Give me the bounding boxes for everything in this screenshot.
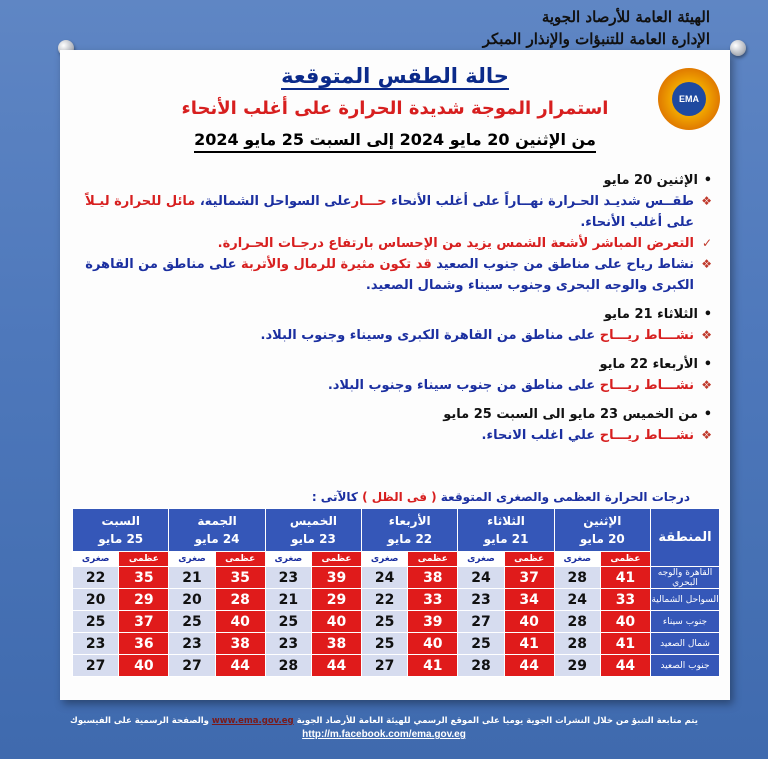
min-temp-cell: 25 [169,611,215,633]
min-temp-cell: 25 [73,611,119,633]
diamond-bullet-icon: ❖ [701,257,712,271]
min-temp-cell: 25 [362,633,408,655]
max-label: عظمى [311,552,361,567]
min-temp-cell: 27 [458,611,504,633]
website-link[interactable]: www.ema.gov.eg [211,716,294,726]
min-temp-cell: 22 [73,567,119,589]
max-temp-cell: 41 [600,567,650,589]
footer-note: يتم متابعة التنبؤ من خلال النشرات الجوية يوميا على الموقع الرسمي للهيئة العامة للأرصاد الجوية www.ema.gov.eg والصفحة الرسمية على الفيسبوك [70,716,698,726]
day-column-header [73,509,169,552]
table-row [73,589,720,611]
max-temp-cell: 44 [311,655,361,677]
max-temp-cell: 40 [311,611,361,633]
table-row [73,567,720,589]
day-column-header [265,509,361,552]
org-name: الهيئة العامة للأرصاد الجوية [541,8,710,26]
forecast-item: ❖ نشـــاط ريـــاح على مناطق من جنوب سيناء وجنوب البلاد. [80,375,712,396]
min-temp-cell: 24 [458,567,504,589]
day-name: الجمعة [197,514,237,528]
max-temp-cell: 41 [408,655,458,677]
max-temp-cell: 39 [311,567,361,589]
max-temp-cell: 35 [215,567,265,589]
day-heading: • الثلاثاء 21 مايو [80,304,712,325]
max-temp-cell: 40 [408,633,458,655]
min-label: صغرى [458,552,504,567]
max-temp-cell: 41 [504,633,554,655]
forecast-item: ❖ طقــس شديـد الحـرارة نهــاراً على أغلب الأنحاء حـــارعلى السواحل الشمالية، مائل للحرارة ليـلاً على أغلب الأنحاء. [80,191,712,233]
diamond-bullet-icon: ❖ [701,194,712,208]
table-caption: درجات الحرارة العظمى والصغرى المتوقعة ( فى الظل ) كالآتى : [311,490,690,504]
diamond-bullet-icon: ❖ [701,328,712,342]
max-temp-cell: 28 [215,589,265,611]
max-temp-cell: 40 [119,655,169,677]
min-label: صغرى [265,552,311,567]
min-label: صغرى [169,552,215,567]
min-temp-cell: 28 [554,567,600,589]
max-temp-cell: 37 [119,611,169,633]
min-temp-cell: 27 [73,655,119,677]
min-temp-cell: 23 [73,633,119,655]
max-label: عظمى [600,552,650,567]
max-temp-cell: 39 [408,611,458,633]
max-temp-cell: 40 [215,611,265,633]
max-temp-cell: 33 [408,589,458,611]
max-temp-cell: 29 [311,589,361,611]
day-name: السبت [101,514,140,528]
ema-logo-text: EMA [672,82,706,116]
day-column-header [458,509,554,552]
day-date: 20 مايو [579,532,625,546]
min-temp-cell: 24 [554,589,600,611]
day-column-header [169,509,265,552]
temperature-table [72,508,720,677]
min-temp-cell: 23 [265,567,311,589]
forecast-item: ❖ نشـــاط ريـــاح علي اغلب الانحاء. [80,425,712,446]
facebook-link[interactable]: http://m.facebook.com/ema.gov.eg [302,729,466,740]
min-temp-cell: 27 [169,655,215,677]
day-heading: • الأربعاء 22 مايو [80,354,712,375]
min-temp-cell: 28 [554,611,600,633]
check-bullet-icon: ✓ [701,236,712,250]
day-name: الأربعاء [388,514,431,528]
min-temp-cell: 20 [169,589,215,611]
bulletin-subtitle: استمرار الموجة شديدة الحرارة على أغلب الأنحاء [181,98,609,119]
min-temp-cell: 23 [169,633,215,655]
max-temp-cell: 44 [600,655,650,677]
day-date: 24 مايو [194,532,240,546]
region-header: المنطقة [651,509,720,567]
min-temp-cell: 25 [362,611,408,633]
min-temp-cell: 24 [362,567,408,589]
max-temp-cell: 38 [311,633,361,655]
pushpin-icon [730,40,746,56]
max-temp-cell: 40 [600,611,650,633]
day-name: الخميس [289,514,337,528]
table-row [73,655,720,677]
bulletin-title: حالة الطقس المتوقعة [281,64,509,88]
day-date: 21 مايو [483,532,529,546]
max-temp-cell: 29 [119,589,169,611]
max-temp-cell: 44 [215,655,265,677]
min-temp-cell: 27 [362,655,408,677]
max-temp-cell: 36 [119,633,169,655]
min-temp-cell: 25 [265,611,311,633]
max-temp-cell: 38 [215,633,265,655]
day-date: 23 مايو [290,532,336,546]
max-temp-cell: 37 [504,567,554,589]
region-cell: شمال الصعيد [651,633,720,655]
forecast-item: ✓ التعرض المباشر لأشعة الشمس يزيد من الإحساس بارتفاع درجـات الحـرارة. [80,233,712,254]
table-row [73,611,720,633]
max-temp-cell: 34 [504,589,554,611]
forecast-item: ❖ نشـــاط ريـــاح على مناطق من القاهرة الكبرى وسيناء وجنوب البلاد. [80,325,712,346]
min-temp-cell: 23 [458,589,504,611]
min-temp-cell: 23 [265,633,311,655]
min-temp-cell: 21 [169,567,215,589]
min-temp-cell: 25 [458,633,504,655]
day-heading: • من الخميس 23 مايو الى السبت 25 مايو [80,404,712,425]
min-label: صغرى [554,552,600,567]
date-range: من الإثنين 20 مايو 2024 إلى السبت 25 مايو 2024 [60,130,730,149]
min-temp-cell: 28 [554,633,600,655]
max-temp-cell: 44 [504,655,554,677]
min-temp-cell: 21 [265,589,311,611]
day-column-header [554,509,650,552]
diamond-bullet-icon: ❖ [701,428,712,442]
min-temp-cell: 28 [458,655,504,677]
min-temp-cell: 22 [362,589,408,611]
max-label: عظمى [119,552,169,567]
day-name: الثلاثاء [487,514,525,528]
max-label: عظمى [504,552,554,567]
min-label: صغرى [362,552,408,567]
day-heading: • الإثنين 20 مايو [80,170,712,191]
forecast-item: ❖ نشاط رياح على مناطق من جنوب الصعيد قد تكون مثيرة للرمال والأتربة على مناطق من القاهرة الكبرى والوجه البحرى وجنوب سيناء وشمال الصعيد. [80,254,712,296]
min-temp-cell: 20 [73,589,119,611]
day-column-header [362,509,458,552]
min-temp-cell: 28 [265,655,311,677]
max-temp-cell: 38 [408,567,458,589]
diamond-bullet-icon: ❖ [701,378,712,392]
day-name: الإثنين [583,514,622,528]
max-temp-cell: 40 [504,611,554,633]
forecast-text [80,170,712,446]
bulletin-sheet [60,50,730,700]
region-cell: القاهرة والوجه البحري [651,567,720,589]
org-department: الإدارة العامة للتنبؤات والإنذار المبكر [482,30,710,48]
region-cell: جنوب سيناء [651,611,720,633]
day-date: 25 مايو [98,532,144,546]
min-label: صغرى [73,552,119,567]
max-label: عظمى [215,552,265,567]
table-row [73,633,720,655]
region-cell: السواحل الشمالية [651,589,720,611]
max-temp-cell: 41 [600,633,650,655]
max-label: عظمى [408,552,458,567]
min-temp-cell: 29 [554,655,600,677]
max-temp-cell: 35 [119,567,169,589]
day-date: 22 مايو [387,532,433,546]
max-temp-cell: 33 [600,589,650,611]
region-cell: جنوب الصعيد [651,655,720,677]
